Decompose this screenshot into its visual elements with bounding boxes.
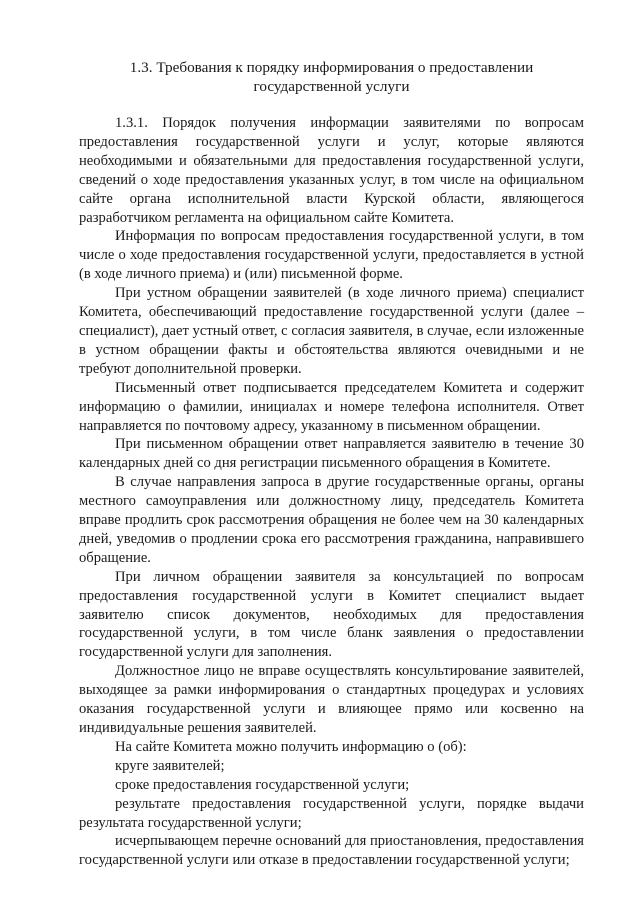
list-item: результате предоставления государственной услуги, порядке выдачи результата государственной услуги; bbox=[79, 795, 584, 831]
paragraph-extension: В случае направления запроса в другие государственные органы, органы местного самоуправления или должностному лицу, председатель Комитета вправе продлить срок рассмотрения обращения не более чем на 30 календарных дней, уведомив о продлении срока его рассмотрения гражданина, направившего обращение. bbox=[79, 474, 584, 566]
paragraph-information-forms: Информация по вопросам предоставления государственной услуги, в том числе о ходе предоставления государственной услуги, предоставляется в устной (в ходе личного приема) и (или) письменной форме. bbox=[79, 228, 584, 283]
paragraph-written-deadline: При письменном обращении ответ направляется заявителю в течение 30 календарных дней со дня регистрации письменного обращения в Комитете. bbox=[79, 436, 584, 472]
paragraph-website-info: На сайте Комитета можно получить информацию о (об): bbox=[115, 738, 467, 755]
section-title: 1.3. Требования к порядку информирования о предоставлении государственной услуги bbox=[129, 59, 534, 95]
list-item: исчерпывающем перечне оснований для приостановления, предоставления государственной услуги или отказе в предоставлении государственной услуги; bbox=[79, 833, 585, 869]
paragraph-oral-request: При устном обращении заявителей (в ходе личного приема) специалист Комитета, обеспечивающий предоставление государственной услуги (далее – специалист), дает устный ответ, с согласия заявителя, в случае, если изложенные в устном обращении факты и обстоятельства являются очевидными и не требуют дополнительной проверки. bbox=[79, 285, 584, 377]
paragraph-written-answer: Письменный ответ подписывается председателем Комитета и содержит информацию о фамилии, инициалах и номере телефона исполнителя. Ответ направляется по почтовому адресу, указанному в письменном обращении. bbox=[79, 379, 584, 434]
list-item: круге заявителей; bbox=[115, 757, 225, 774]
paragraph-official-limits: Должностное лицо не вправе осуществлять консультирование заявителей, выходящее за рамки информирования о стандартных процедурах и условиях оказания государственной услуги и влияющее прямо или косвенно на индивидуальные решения заявителей. bbox=[79, 663, 584, 736]
paragraph-personal-consultation: При личном обращении заявителя за консультацией по вопросам предоставления государственной услуги в Комитет специалист выдает заявителю список документов, необходимых для предоставления государственной услуги, в том числе бланк заявления о предоставлении государственной услуги для заполнения. bbox=[79, 568, 584, 661]
list-item: сроке предоставления государственной услуги; bbox=[115, 776, 410, 793]
paragraph-procedure: 1.3.1. Порядок получения информации заявителями по вопросам предоставления государственной услуги и услуг, которые являются необходимыми и обязательными для предоставления государственной услуги, сведений о ходе предоставления указанных услуг, в том числе на официальном сайте органа исполнительной власти Курской области, являющегося разработчиком регламента на официальном сайте Комитета. bbox=[79, 115, 584, 226]
